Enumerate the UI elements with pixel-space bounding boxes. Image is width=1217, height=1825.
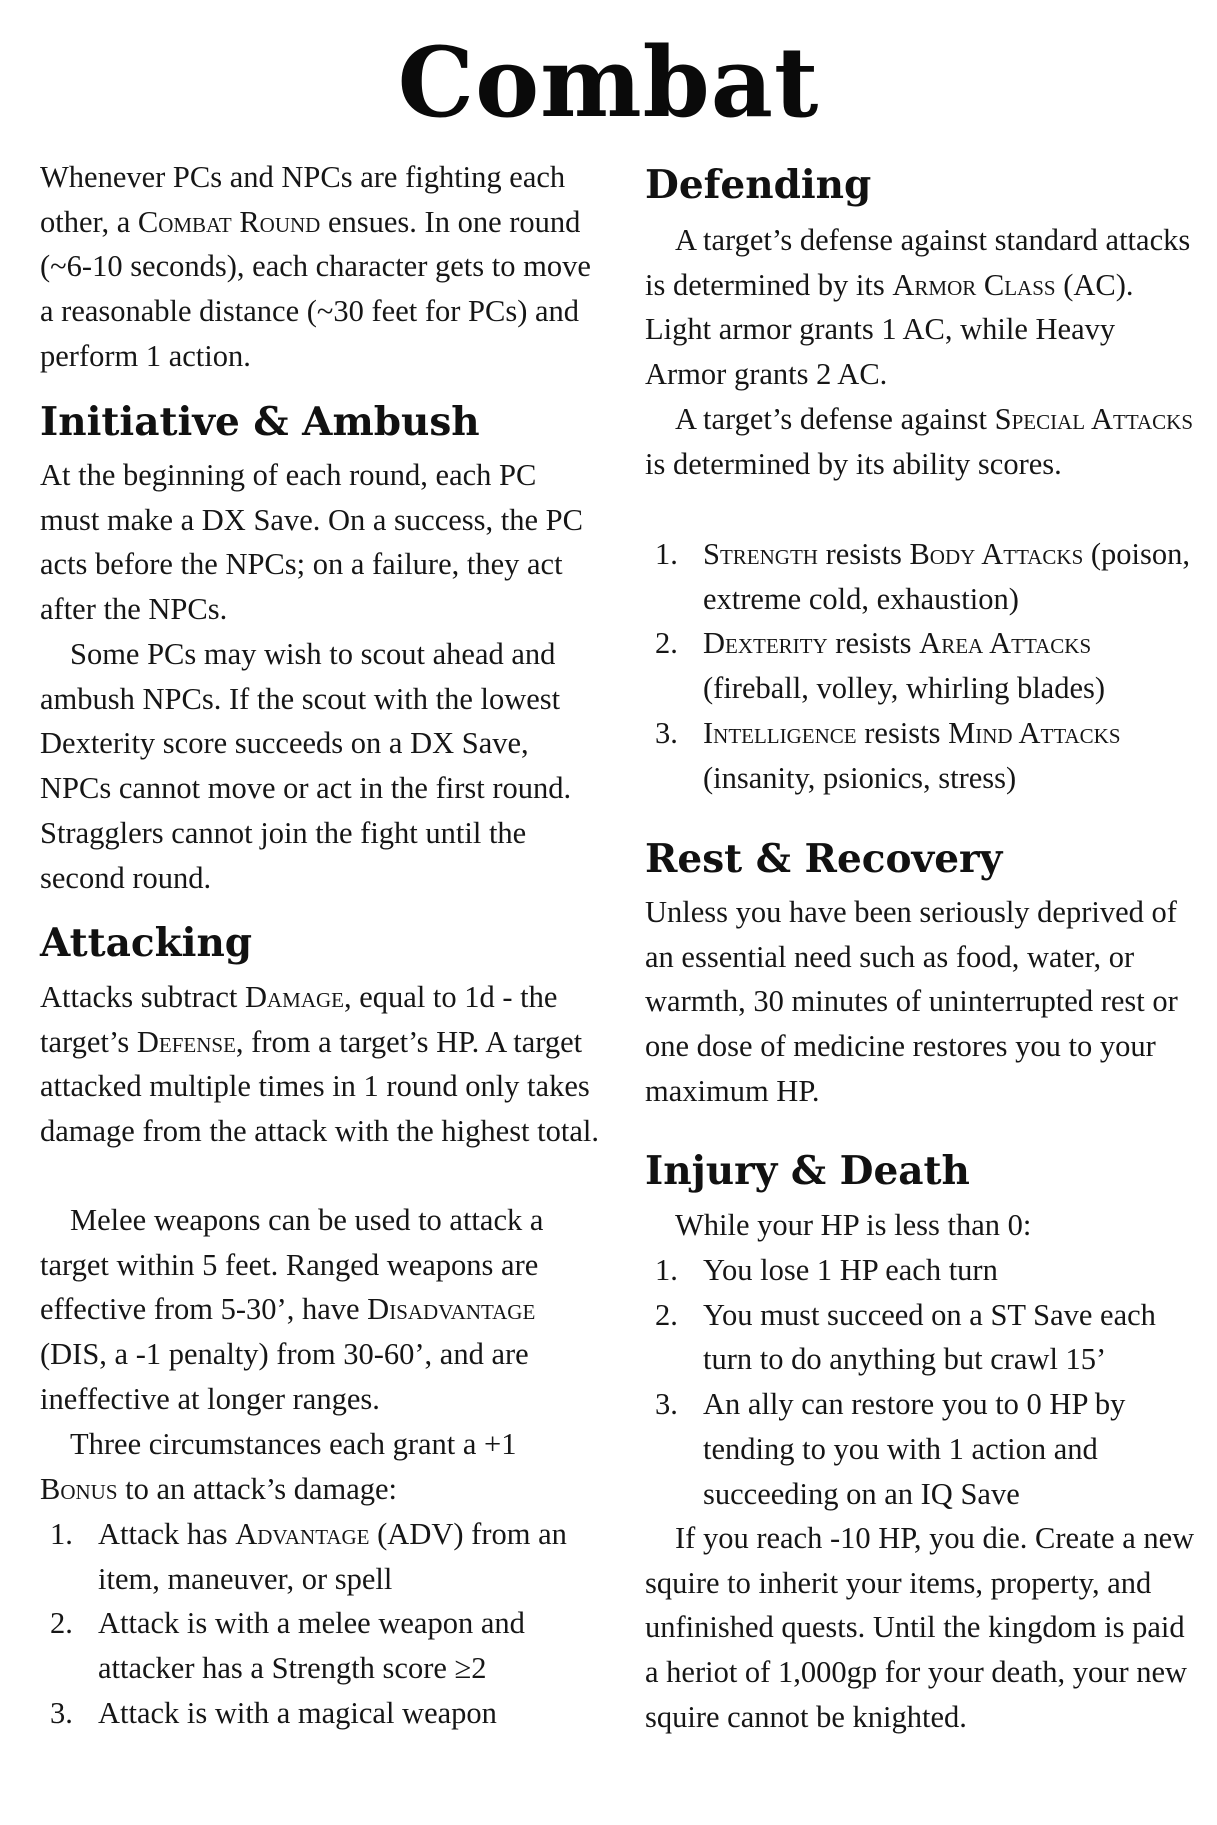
- list-item: 2. You must succeed on a ST Save each turn to do anything but crawl 15’: [655, 1297, 1156, 1377]
- list-item: 3. Intelligence resists Mind Attacks (insanity, psionics, stress): [655, 715, 1121, 795]
- rest-heading: Rest & Recovery: [645, 836, 1003, 882]
- list-item: 1. You lose 1 HP each turn: [655, 1253, 998, 1287]
- injury-paragraph-1: While your HP is less than 0:: [675, 1208, 1032, 1242]
- list-item: 1. Strength resists Body Attacks (poison, extreme cold, exhaustion): [655, 537, 1191, 616]
- page-title: Combat: [397, 26, 820, 139]
- initiative-heading: Initiative & Ambush: [40, 399, 480, 445]
- list-item: 3. Attack is with a magical weapon: [50, 1695, 497, 1730]
- list-item: 2. Dexterity resists Area Attacks (fireball, volley, whirling blades): [655, 626, 1106, 706]
- rest-paragraph: Unless you have been seriously deprived of an essential need such as food, water, or warmth, 30 minutes of uninterrupted rest or one dose of medicine restores you to your maximum HP.: [645, 895, 1178, 1108]
- list-item: 2. Attack is with a melee weapon and attacker has a Strength score ≥2: [50, 1606, 525, 1686]
- defending-paragraph-2: A target’s defense against Special Attacks is determined by its ability scores.: [645, 402, 1194, 481]
- initiative-paragraph-1: At the beginning of each round, each PC must make a DX Save. On a success, the PC acts before the NPCs; on a failure, they act after the NPCs.: [40, 458, 583, 627]
- defense-list: [645, 532, 1200, 800]
- defending-paragraph-1: A target’s defense against standard attacks is determined by its Armor Class (AC). Light armor grants 1 AC, while Heavy Armor grants 2 AC.: [645, 223, 1191, 392]
- intro-paragraph: Whenever PCs and NPCs are fighting each other, a Combat Round ensues. In one round (~6-10 seconds), each character gets to move a reasonable distance (~30 feet for PCs) and perform 1 action.: [40, 160, 591, 373]
- defending-heading: Defending: [645, 162, 872, 208]
- list-item: 1. Attack has Advantage (ADV) from an item, maneuver, or spell: [50, 1517, 567, 1596]
- attacking-paragraph-3: Three circumstances each grant a +1 Bonus to an attack’s damage:: [40, 1427, 517, 1506]
- attacking-paragraph-1: Attacks subtract Damage, equal to 1d - the target’s Defense, from a target’s HP. A target attacked multiple times in 1 round only takes damage from the attack with the highest total.: [40, 980, 599, 1149]
- list-item: 3. An ally can restore you to 0 HP by tending to you with 1 action and succeeding on an IQ Save: [655, 1387, 1126, 1511]
- attacking-heading: Attacking: [40, 920, 253, 966]
- attacking-paragraph-2: Melee weapons can be used to attack a target within 5 feet. Ranged weapons are effective from 5-30’, have Disadvantage (DIS, a -1 penalty) from 30-60’, and are ineffective at longer ranges.: [40, 1203, 544, 1416]
- injury-list: [645, 1248, 1200, 1516]
- initiative-paragraph-2: Some PCs may wish to scout ahead and ambush NPCs. If the scout with the lowest Dexterity score succeeds on a DX Save, NPCs cannot move or act in the first round. Stragglers cannot join the fight until the second round.: [40, 637, 572, 895]
- bonus-list: [40, 1512, 600, 1736]
- injury-heading: Injury & Death: [645, 1148, 970, 1194]
- injury-paragraph-2: If you reach -10 HP, you die. Create a new squire to inherit your items, property, and unfinished quests. Until the kingdom is paid a heriot of 1,000gp for your death, your new squire cannot be knighted.: [645, 1521, 1195, 1734]
